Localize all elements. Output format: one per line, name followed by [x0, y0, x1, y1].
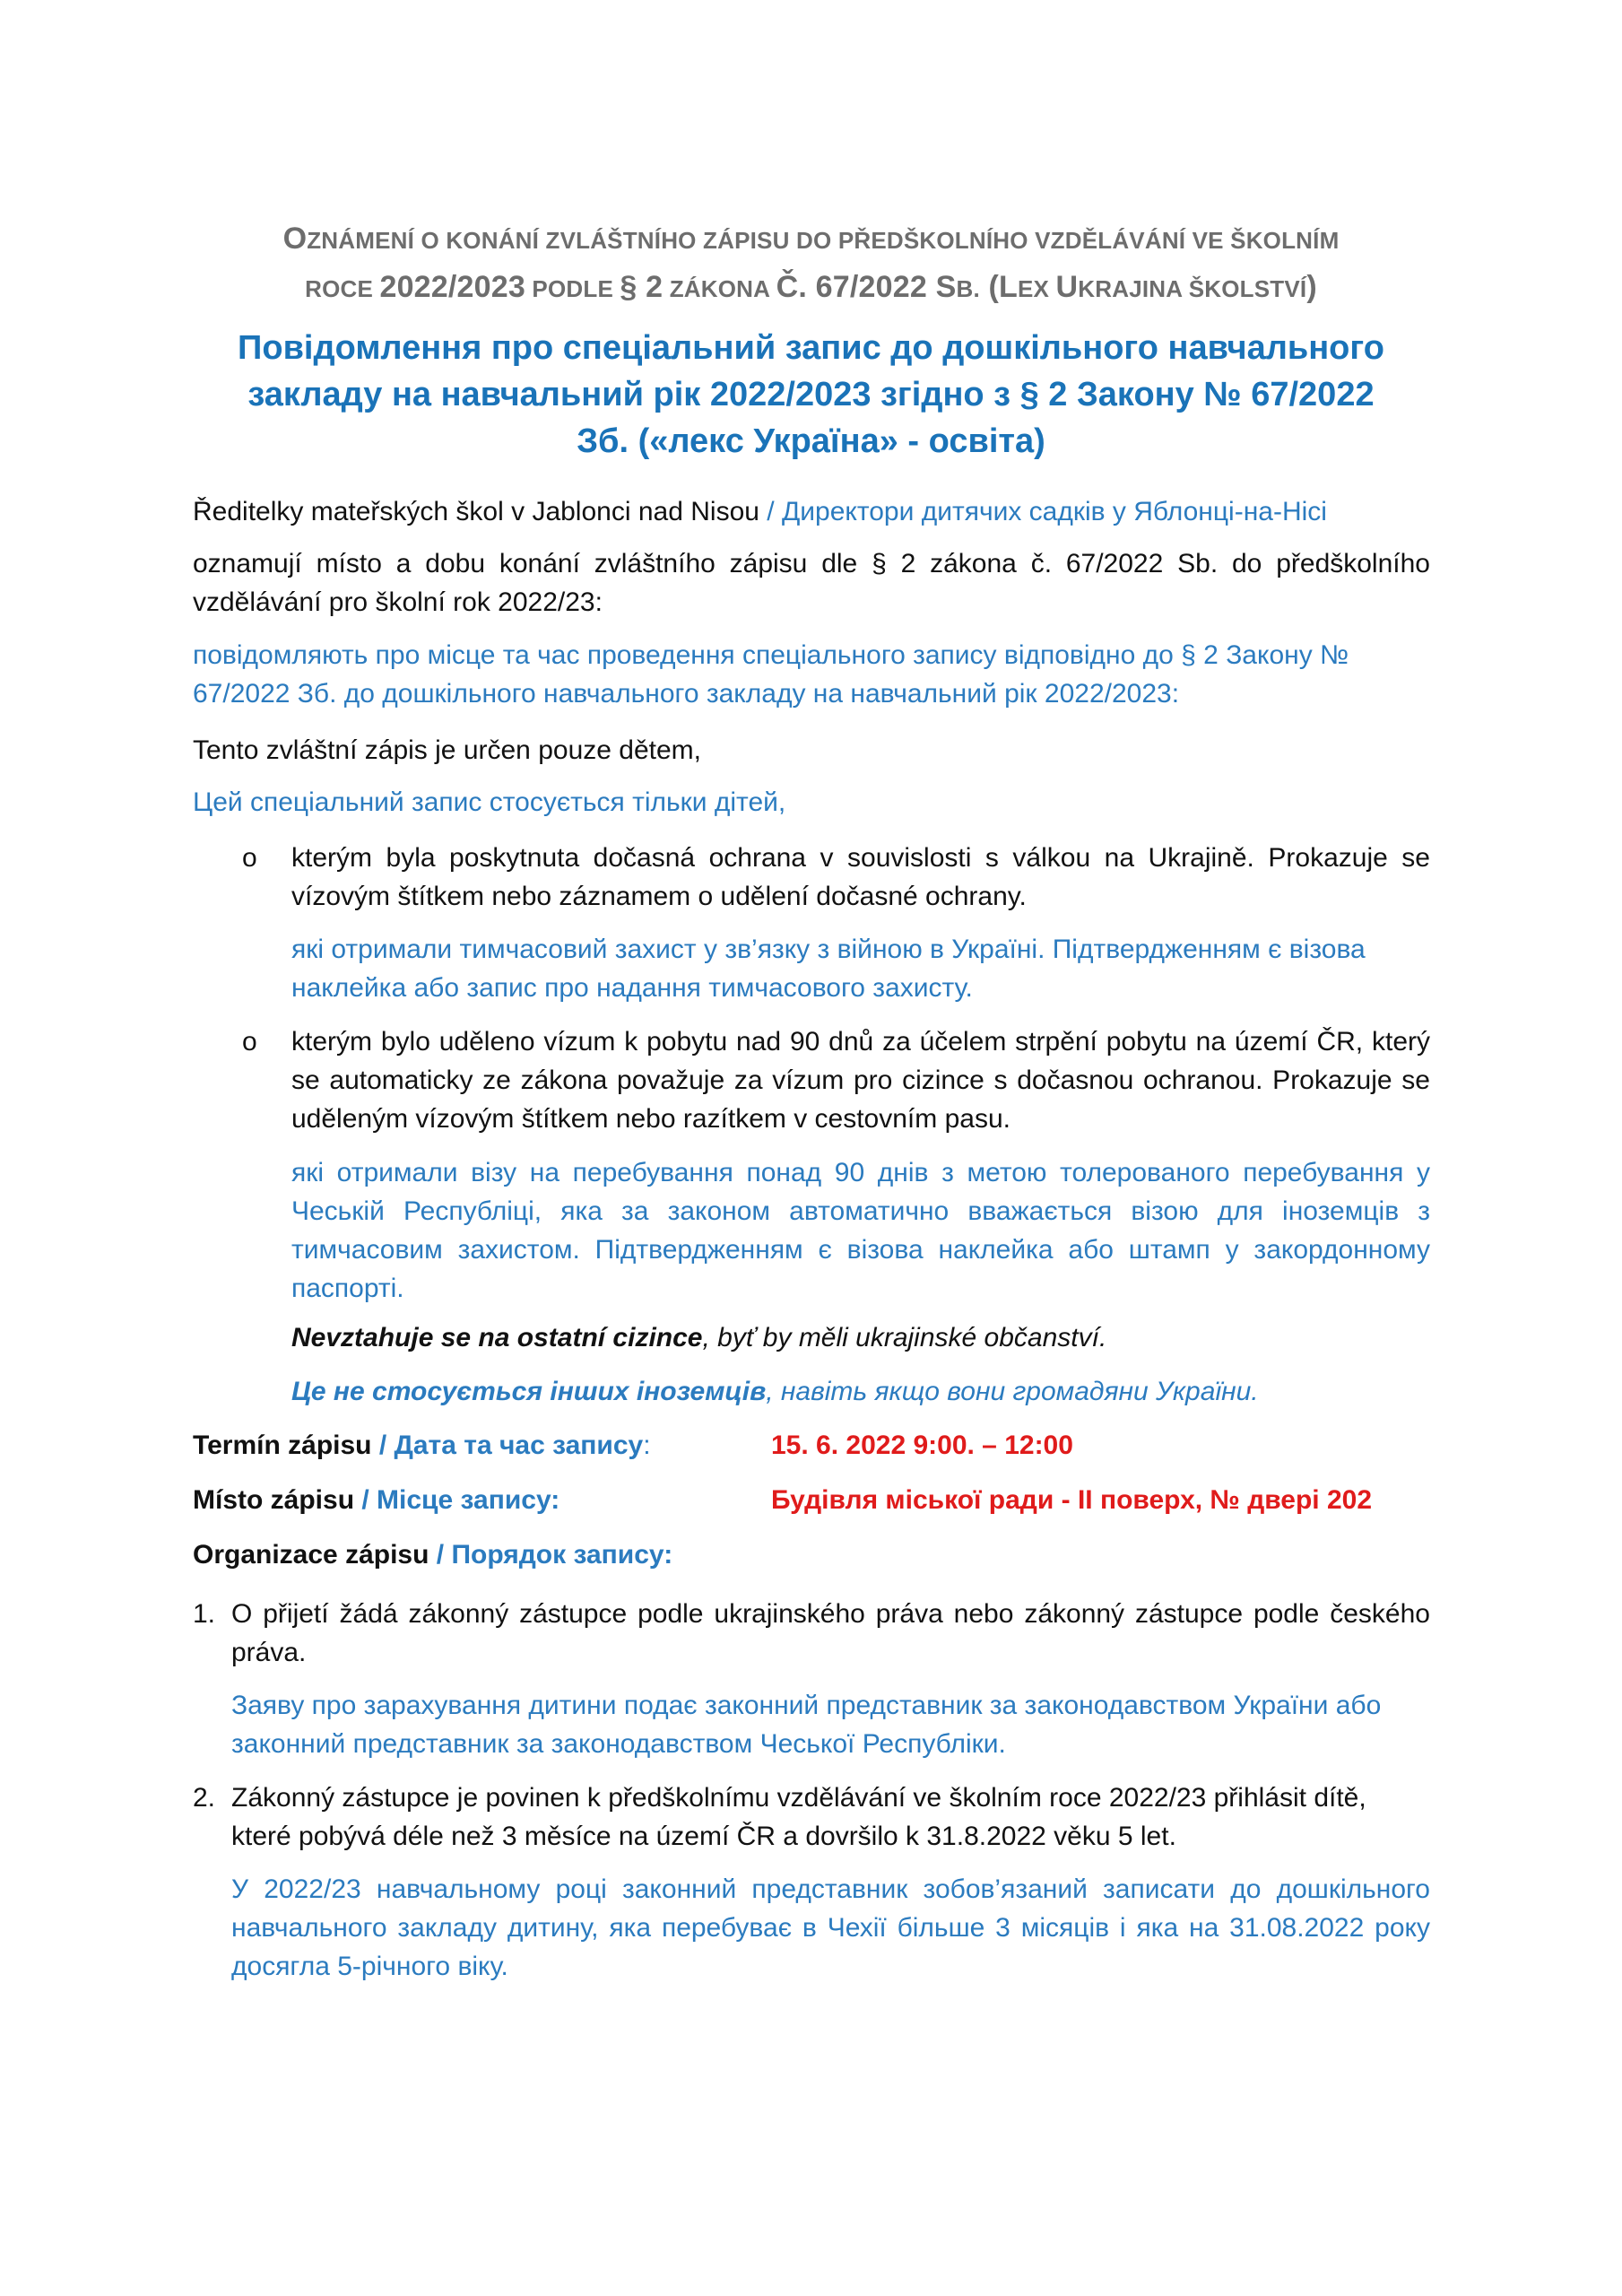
- title-czech-line-1: OZNÁMENÍ O KONÁNÍ ZVLÁŠTNÍHO ZÁPISU DO PŘEDŠKOLNÍHO VZDĚLÁVÁNÍ VE ŠKOLNÍM: [282, 222, 1340, 256]
- place-value: Будівля міської ради - II поверх, № двері 202: [771, 1485, 1373, 1515]
- bullet-2-czech: kterým bylo uděleno vízum k pobytu nad 90 dnů za účelem strpění pobytu na území ČR, který se automaticky ze zákona považuje za vízum pro cizince s dočasnou ochranou. Prokazuje se uděleným vízovým štítkem nebo razítkem v cestovním pasu.: [291, 1027, 1430, 1134]
- item-1-czech: O přijetí žádá zákonný zástupce podle ukrajinského práva nebo zákonný zástupce podle českého práva.: [231, 1599, 1430, 1667]
- title-czech: [179, 215, 1443, 312]
- item-number: 1.: [193, 1599, 216, 1629]
- title-czech-line-2: ROCE 2022/2023 PODLE § 2 ZÁKONA Č. 67/2022 SB. (LEX UKRAJINA ŠKOLSTVÍ): [305, 270, 1317, 304]
- bullet-1-czech: kterým byla poskytnuta dočasná ochrana v souvislosti s válkou na Ukrajině. Prokazuje se vízovým štítkem nebo záznamem o udělení dočasné ochrany.: [291, 843, 1430, 911]
- note-ukrainian: Це не стосується інших іноземців, навіть якщо вони громадяни України.: [291, 1377, 1259, 1406]
- item-1-ukrainian: Заяву про зарахування дитини подає законний представник за законодавством України або законний представник за законодавством Чеської Республіки.: [231, 1691, 1382, 1759]
- title-ukrainian-line-3: Зб. («лекс Україна» - освіта): [577, 422, 1045, 460]
- bullet-marker: o: [242, 843, 257, 873]
- title-ukrainian-line-2: закладу на навчальний рік 2022/2023 згідно з § 2 Закону № 67/2022: [247, 376, 1375, 413]
- place-label: Místo zápisu / Місце запису:: [193, 1485, 560, 1515]
- bullet-1-ukrainian: які отримали тимчасовий захист у зв’язку з війною в Україні. Підтвердженням є візова наклейка або запис про надання тимчасового захисту.: [291, 935, 1366, 1003]
- title-ukrainian-line-1: Повідомлення про спеціальний запис до дошкільного навчального: [238, 329, 1384, 367]
- intro-ukrainian: / Директори дитячих садків у Яблонці-на-Нісі: [759, 497, 1327, 526]
- announce-ukrainian: повідомляють про місце та час проведення спеціального запису відповідно до § 2 Закону № 67/2022 Зб. до дошкільного навчального закладу на навчальний рік 2022/2023:: [193, 640, 1349, 709]
- organization-label: Organizace zápisu / Порядок запису:: [193, 1540, 673, 1570]
- intro-line: [193, 492, 1430, 531]
- bullet-2-ukrainian: які отримали візу на перебування понад 90 днів з метою толерованого перебування у Чеській Республіці, яка за законом автоматично вважається візою для іноземців з тимчасовим захистом. Підтвердженням є візова наклейка або штамп у закордонному паспорті.: [291, 1158, 1430, 1303]
- item-2-czech: Zákonný zástupce je povinen k předškolnímu vzdělávání ve školním roce 2022/23 přihlásit dítě, které pobývá déle než 3 měsíce na území ČR a dovršilo k 31.8.2022 věku 5 let.: [231, 1783, 1366, 1851]
- term-label: Termín zápisu / Дата та час запису:: [193, 1431, 651, 1460]
- intro-czech: Ředitelky mateřských škol v Jablonci nad Nisou: [193, 497, 759, 526]
- item-number: 2.: [193, 1783, 216, 1813]
- only-children-czech: Tento zvláštní zápis je určen pouze dětem,: [193, 735, 701, 765]
- title-ukrainian: [188, 325, 1434, 465]
- item-2-ukrainian: У 2022/23 навчальному році законний представник зобов’язаний записати до дошкільного навчального закладу дитину, яка перебуває в Чехії більше 3 місяців і яка на 31.08.2022 року досягла 5-річного віку.: [231, 1874, 1430, 1981]
- announce-czech: oznamují místo a dobu konání zvláštního zápisu dle § 2 zákona č. 67/2022 Sb. do předškolního vzdělávání pro školní rok 2022/23:: [193, 549, 1430, 617]
- bullet-marker: o: [242, 1027, 257, 1057]
- only-children-ukrainian: Цей спеціальний запис стосується тільки дітей,: [193, 787, 786, 817]
- note-czech: Nevztahuje se na ostatní cizince, byť by měli ukrajinské občanství.: [291, 1323, 1107, 1352]
- term-value: 15. 6. 2022 9:00. – 12:00: [771, 1431, 1073, 1460]
